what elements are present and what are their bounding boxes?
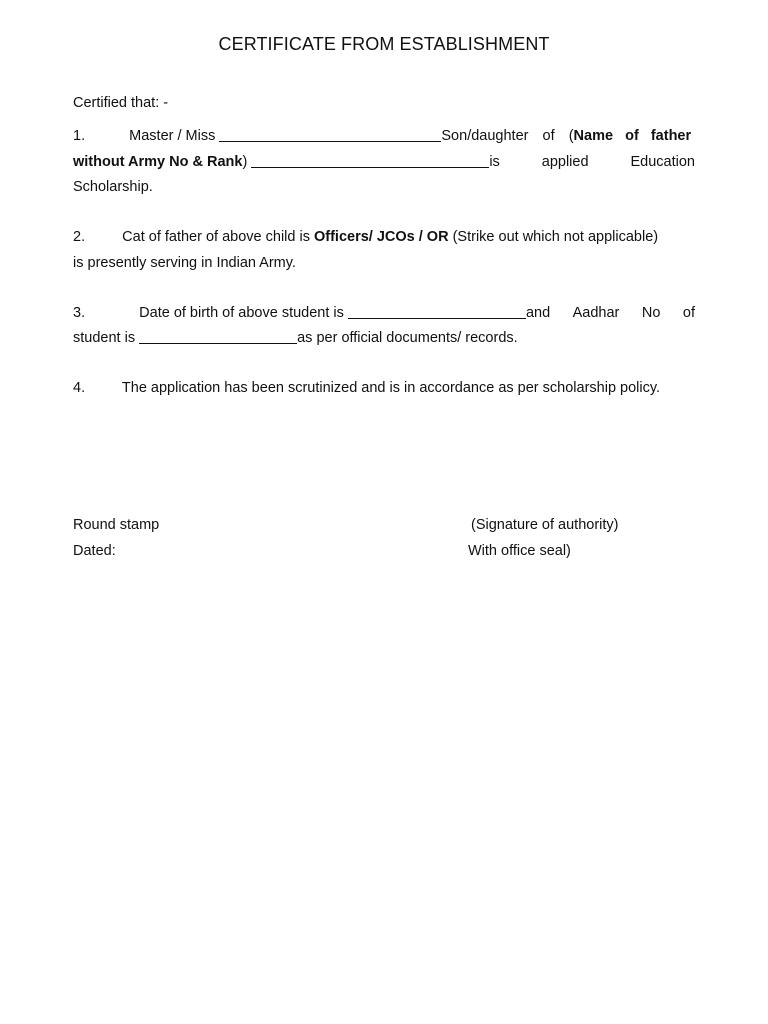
- student-is-label: student is: [73, 330, 136, 346]
- item2-line2: is presently serving in Indian Army.: [73, 255, 296, 271]
- as-per-text: as per official documents/ records.: [297, 330, 518, 346]
- signature-label: (Signature of authority): [471, 517, 619, 533]
- item3-text-a: Date of birth of above student is: [139, 305, 344, 321]
- without-army-label: without Army No & Rank: [73, 154, 243, 170]
- is-word: is: [489, 154, 500, 170]
- and-word: and: [525, 305, 551, 321]
- round-stamp-label: Round stamp: [73, 517, 160, 533]
- intro-text: Certified that: -: [73, 95, 169, 111]
- item2-number: 2.: [73, 229, 86, 245]
- item3-line1: [73, 305, 695, 321]
- of-word-3: of: [682, 305, 695, 321]
- father-label: father: [650, 128, 692, 144]
- name-label: Name: [573, 128, 614, 144]
- dated-label: Dated:: [73, 543, 116, 559]
- item1-number: 1.: [73, 128, 86, 144]
- scholarship-word: Scholarship.: [73, 179, 153, 195]
- dob-blank: [348, 317, 526, 319]
- of-word-bold: of: [625, 128, 639, 144]
- aadhar-word: Aadhar: [572, 305, 620, 321]
- item2-text-b: (Strike out which not applicable): [448, 229, 659, 245]
- item4-text: The application has been scrutinized and is in accordance as per scholarship policy.: [121, 380, 661, 396]
- rank-category-options: Officers/ JCOs / OR: [313, 229, 449, 245]
- office-seal-label: With office seal): [468, 543, 571, 559]
- item2-line1: [73, 229, 658, 245]
- no-word: No: [641, 305, 661, 321]
- item1-line2: [73, 154, 695, 170]
- item3-line2: [73, 330, 518, 346]
- aadhar-blank: [139, 342, 297, 344]
- item4-line: [73, 380, 660, 396]
- father-name-blank: [251, 166, 489, 168]
- applied-word: applied: [541, 154, 589, 170]
- son-daughter-label: Son/daughter: [441, 128, 529, 144]
- item1-line1: [73, 128, 695, 144]
- page-title: CERTIFICATE FROM ESTABLISHMENT: [218, 34, 550, 54]
- item3-number: 3.: [73, 305, 86, 321]
- item4-number: 4.: [73, 380, 86, 396]
- paren-close: ): [242, 154, 248, 170]
- paren-open: (: [568, 128, 574, 144]
- item2-text-a: Cat of father of above child is: [122, 229, 314, 245]
- master-miss-label: Master / Miss: [129, 128, 216, 144]
- of-word: of: [542, 128, 555, 144]
- student-name-blank: [219, 140, 441, 142]
- education-word: Education: [630, 154, 695, 170]
